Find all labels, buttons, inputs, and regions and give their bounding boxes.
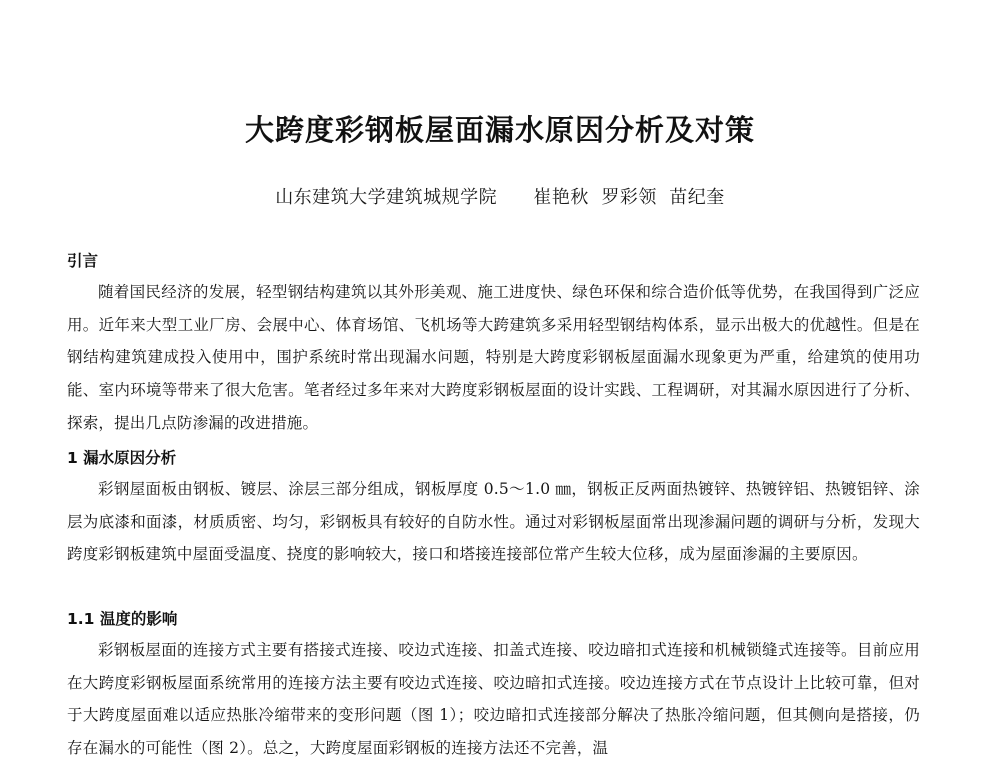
section-paragraph-temperature: 彩钢板屋面的连接方式主要有搭接式连接、咬边式连接、扣盖式连接、咬边暗扣式连接和机械锁缝式连接等。目前应用在大跨度彩钢板屋面系统常用的连接方法主要有咬边式连接、咬边暗扣式连接。咬边连接方式在节点设计上比较可靠，但对于大跨度屋面难以适应热胀冷缩带来的变形问题（图 1）；咬边暗扣式连接部分解决了热胀冷缩问题，但其侧向是搭接，仍存在漏水的可能性（图 2）。总之，大跨度屋面彩钢板的连接方法还不完善，温: [67, 641, 920, 758]
section-paragraph-causes: 彩钢屋面板由钢板、镀层、涂层三部分组成，钢板厚度 0.5～1.0 ㎜，钢板正反两面热镀锌、热镀锌铝、热镀铝锌、涂层为底漆和面漆，材质质密、均匀，彩钢板具有较好的自防水性。通过对彩钢板屋面常出现渗漏问题的调研与分析，发现大跨度彩钢板建筑中屋面受温度、挠度的影响较大，接口和塔接连接部位常产生较大位移，成为屋面渗漏的主要原因。: [67, 480, 920, 564]
section-heading-temperature: 1.1 温度的影响: [67, 610, 178, 628]
paper-title: 大跨度彩钢板屋面漏水原因分析及对策: [244, 113, 755, 147]
author-names: 崔艳秋 罗彩领 苗纪奎: [533, 187, 725, 208]
section-paragraph-intro: 随着国民经济的发展，轻型钢结构建筑以其外形美观、施工进度快、绿色环保和综合造价低等优势，在我国得到广泛应用。近年来大型工业厂房、会展中心、体育场馆、飞机场等大跨建筑多采用轻型钢结构体系，显示出极大的优越性。但是在钢结构建筑建成投入使用中，围护系统时常出现漏水问题，特别是大跨度彩钢板屋面漏水现象更为严重，给建筑的使用功能、室内环境等带来了很大危害。笔者经过多年来对大跨度彩钢板屋面的设计实践、工程调研，对其漏水原因进行了分析、探索，提出几点防渗漏的改进措施。: [67, 283, 920, 432]
section-heading-intro: 引言: [67, 252, 99, 270]
byline: [0, 183, 1000, 209]
section-heading-causes: 1 漏水原因分析: [67, 449, 177, 467]
author-institution: 山东建筑大学建筑城规学院: [275, 187, 498, 208]
